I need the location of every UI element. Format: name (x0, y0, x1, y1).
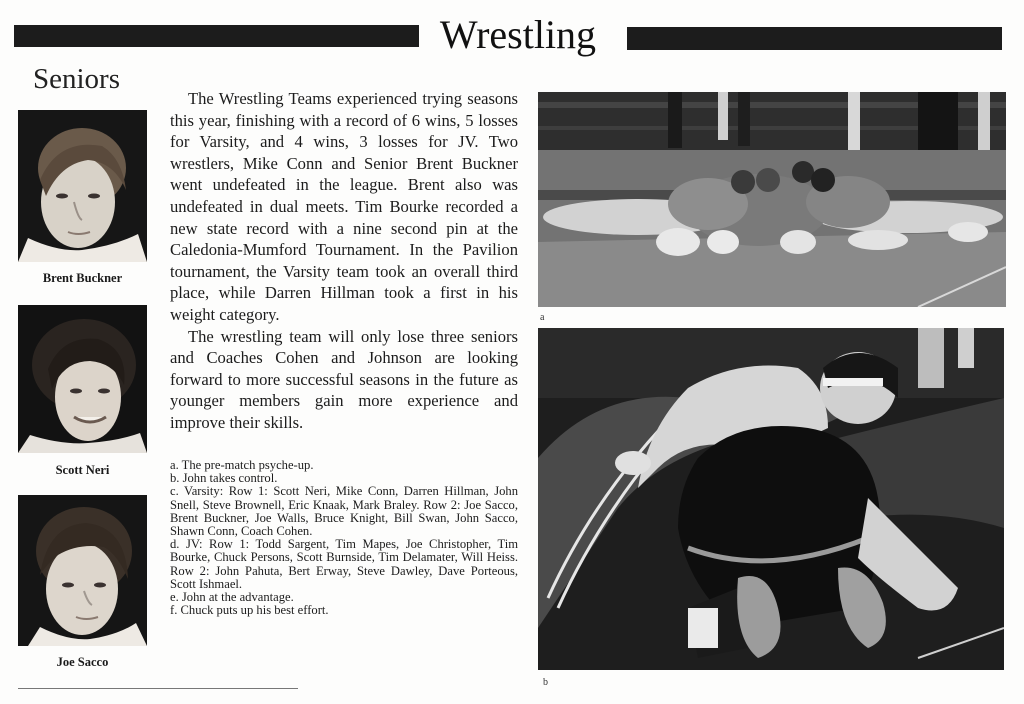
portrait-name: Brent Buckner (42, 271, 123, 285)
photo-label-a: a (540, 312, 545, 323)
portrait-photo (18, 305, 147, 453)
photo-captions (170, 459, 518, 617)
caption-c: c. Varsity: Row 1: Scott Neri, Mike Conn, Darren Hillman, John Snell, Steve Brownell, Eric Knaak, Mark Braley. Row 2: Joe Sacco, Brent Buckner, Joe Walls, Bruce Knight, Bill Swan, John Sacco, Shawn Conn, Coach Cohen. (170, 484, 518, 539)
portrait-name: Scott Neri (55, 463, 110, 477)
photo-label-b: b (543, 677, 548, 688)
article-paragraph: The Wrestling Teams experienced trying seasons this year, finishing with a record of 6 wins, 5 losses for Varsity, and 4 wins, 3 losses for JV. Two wrestlers, Mike Conn and Senior Brent Buckner went undefeated in the league. Brent also was undefeated in dual meets. Tim Bourke recorded a new state record with a nine second pin at the Caledonia-Mumford Tournament. In the Pavilion tournament, the Varsity team took an overall third place, while Darren Hillman took a first in his weight category. (170, 89, 518, 324)
caption-d: d. JV: Row 1: Todd Sargent, Tim Mapes, Joe Christopher, Tim Bourke, Chuck Persons, Scott Burnside, Tim Delamater, Will Heiss. Row 2: John Pahuta, Bert Erway, Steve Dawley, Dave Porteous, Scott Ishmael. (170, 537, 518, 591)
caption-b: b. John takes control. (170, 471, 278, 486)
portrait-name: Joe Sacco (56, 655, 109, 669)
caption-a: a. The pre-match psyche-up. (170, 458, 314, 472)
article-body (170, 88, 518, 434)
header-bar-right (627, 27, 1002, 50)
seniors-heading: Seniors (33, 63, 120, 95)
header-bar-left (14, 25, 419, 47)
portrait-photo (18, 110, 147, 262)
page-title: Wrestling (439, 12, 597, 57)
caption-f: f. Chuck puts up his best effort. (170, 603, 329, 618)
bottom-divider (18, 688, 298, 689)
caption-e: e. John at the advantage. (170, 590, 294, 605)
article-paragraph: The wrestling team will only lose three seniors and Coaches Cohen and Johnson are looking forward to more successful seasons in the future as younger members gain more experience and improve their skills. (170, 326, 518, 432)
photo-john-takes-control (538, 328, 1004, 670)
photo-pre-match-huddle (538, 92, 1006, 307)
portrait-photo (18, 495, 147, 646)
